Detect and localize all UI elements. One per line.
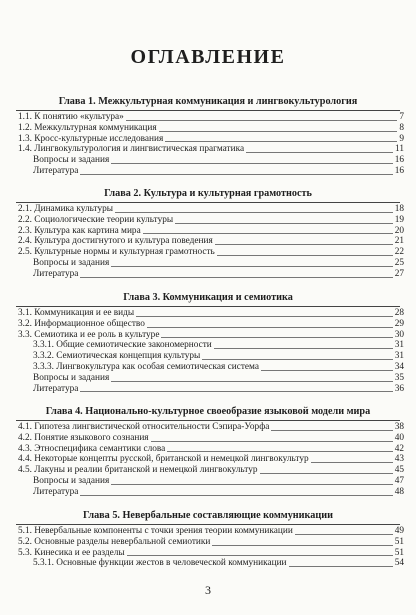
toc-entry: 2.4. Культура достигнутого и культура поведения 21 <box>18 236 404 247</box>
toc-entry: Вопросы и задания 16 <box>33 155 404 166</box>
chapter-4-entries <box>18 422 404 498</box>
chapter-2-divider <box>16 202 400 203</box>
chapter-2-entries <box>18 204 404 280</box>
toc-entry: 3.3.2. Семиотическая концепция культуры 31 <box>33 351 404 362</box>
chapter-3-divider <box>16 306 400 307</box>
chapter-5-title: Глава 5. Невербальные составляющие коммуникации <box>83 510 333 521</box>
page-number: 3 <box>205 583 211 597</box>
toc-entry: 3.2. Информационное общество 29 <box>18 318 404 329</box>
toc-entry: Вопросы и задания 25 <box>33 257 404 268</box>
chapter-3-title: Глава 3. Коммуникация и семиотика <box>123 292 293 303</box>
toc-entry: 5.3. Кинесика и ее разделы 51 <box>18 547 404 558</box>
toc-entry: 4.4. Некоторые концепты русской, британской и немецкой лингвокультур 43 <box>18 454 404 465</box>
toc-entry: 3.1. Коммуникация и ее виды 28 <box>18 308 404 318</box>
toc-entry: Вопросы и задания 35 <box>33 372 404 383</box>
chapter-5-divider <box>16 524 400 525</box>
toc-entry: 2.5. Культурные нормы и культурная грамотность 22 <box>18 247 404 258</box>
toc-entry: 5.2. Основные разделы невербальной семиотики 51 <box>18 536 404 547</box>
toc-entry: 3.3.3. Лингвокультура как особая семиотическая система 34 <box>33 361 404 372</box>
toc-entry: 1.4. Лингвокультурология и лингвистическая прагматика 11 <box>18 144 404 155</box>
toc-entry: Литература 27 <box>33 268 404 279</box>
toc-entry: Литература 36 <box>33 383 404 394</box>
chapter-2-title: Глава 2. Культура и культурная грамотность <box>104 188 312 199</box>
toc-entry: 5.1. Невербальные компоненты с точки зрения теории коммуникации 49 <box>18 526 404 536</box>
toc-entry: 2.2. Социологические теории культуры 19 <box>18 214 404 225</box>
toc-entry: Вопросы и задания 47 <box>33 475 404 486</box>
toc-entry: 3.3.1. Общие семиотические закономерности 31 <box>33 340 404 351</box>
chapter-4-title: Глава 4. Национально-культурное своеобразие языковой модели мира <box>45 406 371 417</box>
toc-entry: 1.3. Кросс-культурные исследования 9 <box>18 133 404 144</box>
toc-entry: 1.1. К понятию «культура» 7 <box>18 112 404 122</box>
toc-entry: 4.3. Этноспецифика семантики слова 42 <box>18 443 404 454</box>
toc-entry: 2.1. Динамика культуры 18 <box>18 204 404 214</box>
chapter-1-divider <box>16 110 400 111</box>
chapter-5-entries <box>18 526 404 569</box>
toc-entry: 3.3. Семиотика и ее роль в культуре 30 <box>18 329 404 340</box>
toc-title: ОГЛАВЛЕНИЕ <box>130 46 286 68</box>
chapter-1-title: Глава 1. Межкультурная коммуникация и лингвокультурология <box>58 96 358 107</box>
toc-entry: 4.1. Гипотеза лингвистической относительности Сэпира-Уорфа 38 <box>18 422 404 432</box>
chapter-4-divider <box>16 420 400 421</box>
toc-entry: 4.2. Понятие языкового сознания 40 <box>18 432 404 443</box>
toc-entry: Литература 48 <box>33 486 404 497</box>
chapter-3-entries <box>18 308 404 394</box>
toc-entry: Литература 16 <box>33 165 404 176</box>
toc-entry: 1.2. Межкультурная коммуникация 8 <box>18 122 404 133</box>
toc-entry: 2.3. Культура как картина мира 20 <box>18 225 404 236</box>
toc-entry: 5.3.1. Основные функции жестов в человеческой коммуникации 54 <box>33 558 404 569</box>
chapter-1-entries <box>18 112 404 177</box>
toc-entry: 4.5. Лакуны и реалии британской и немецкой лингвокультур 45 <box>18 465 404 476</box>
